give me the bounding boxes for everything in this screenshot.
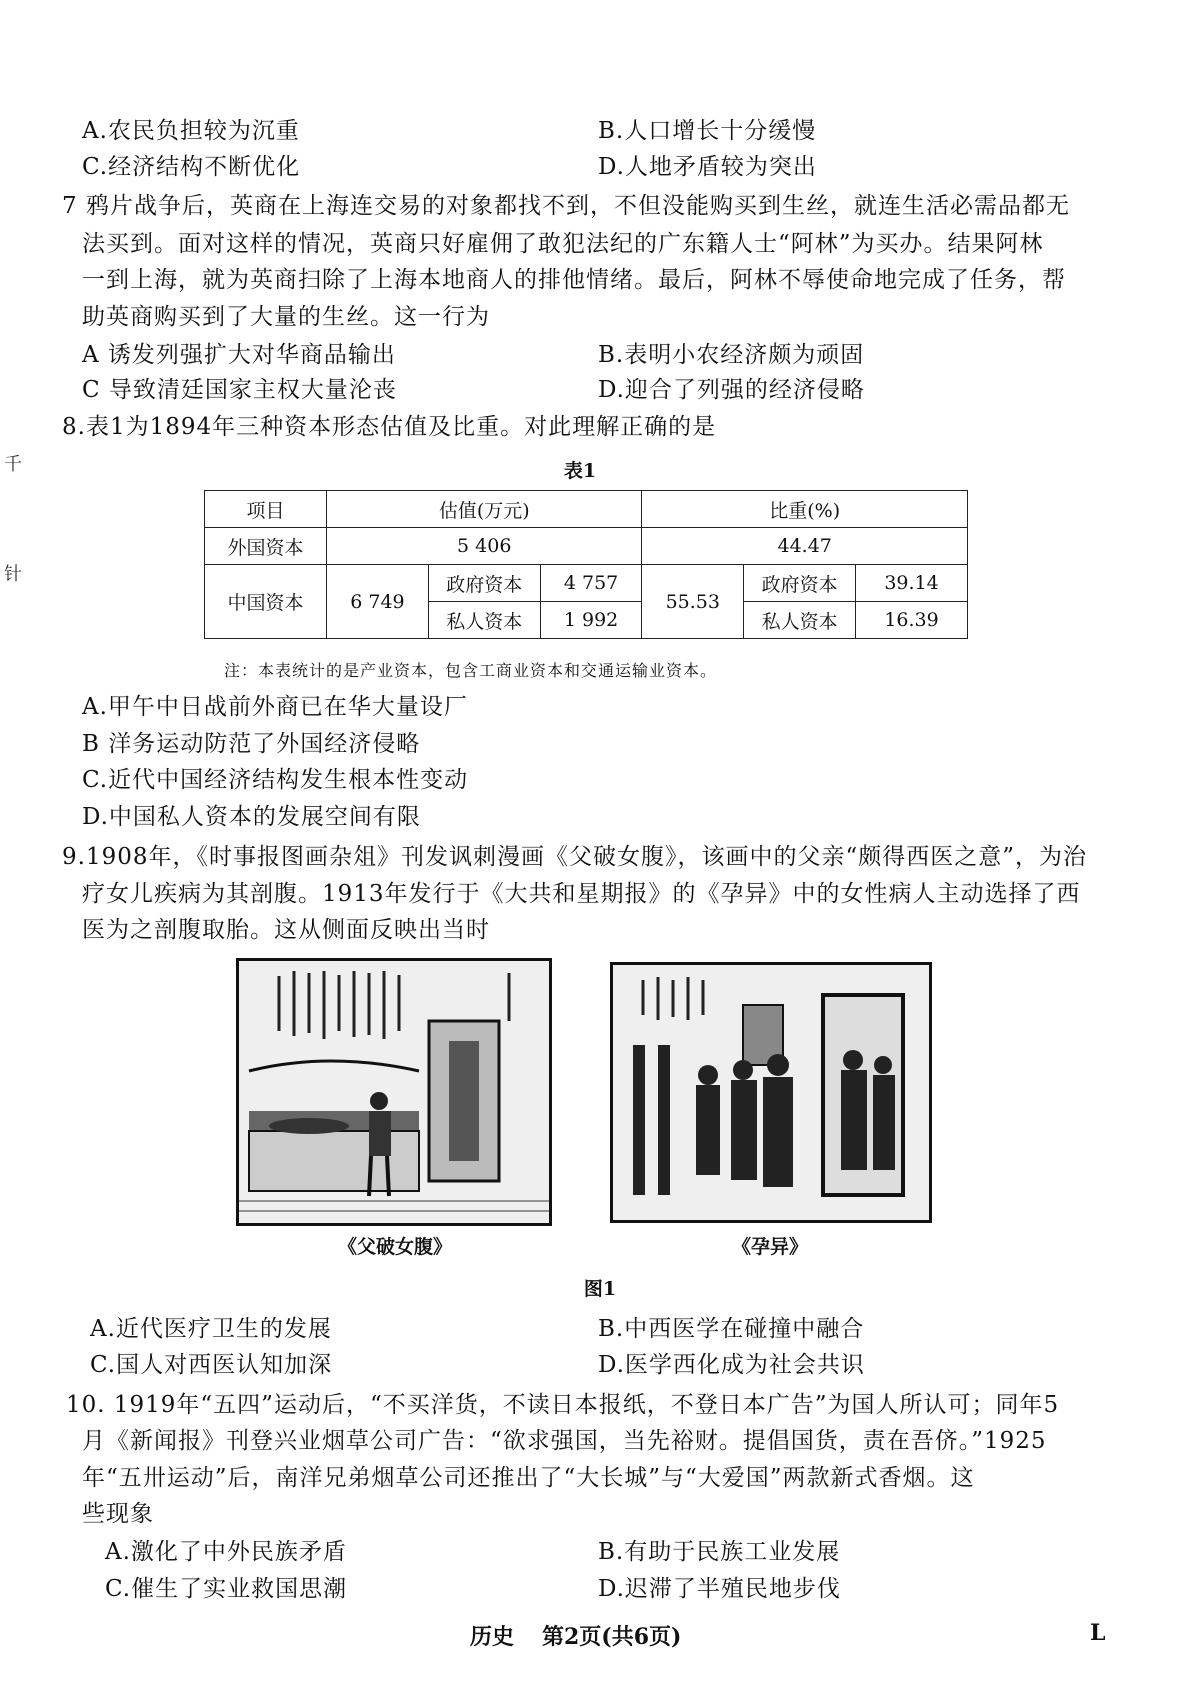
- q9-option-a: A.近代医疗卫生的发展: [90, 1316, 332, 1342]
- q9-option-b: B.中西医学在碰撞中融合: [598, 1316, 865, 1342]
- china-value: 6 749: [327, 565, 429, 639]
- q6-option-a: A.农民负担较为沉重: [82, 118, 300, 144]
- foreign-value: 5 406: [327, 528, 642, 565]
- q8-option-d: D.中国私人资本的发展空间有限: [82, 804, 421, 830]
- q8-stem: 8.表1为1894年三种资本形态估值及比重。对此理解正确的是: [62, 414, 717, 440]
- private-value: 1 992: [540, 602, 642, 639]
- header-value: 估值(万元): [327, 491, 642, 528]
- foreign-label: 外国资本: [205, 528, 327, 565]
- gov-ratio: 39.14: [856, 565, 968, 602]
- q10-line-3: 年“五卅运动”后，南洋兄弟烟草公司还推出了“大长城”与“大爱国”两款新式香烟。这: [82, 1465, 975, 1491]
- q8-option-c: C.近代中国经济结构发生根本性变动: [82, 767, 469, 793]
- q9-option-d: D.医学西化成为社会共识: [598, 1352, 865, 1378]
- table-row: [205, 565, 968, 602]
- fig2-caption: 《孕异》: [731, 1236, 808, 1258]
- fig1-caption: 《父破女腹》: [337, 1236, 452, 1258]
- q10-option-a: A.激化了中外民族矛盾: [105, 1539, 347, 1565]
- q9-option-c: C.国人对西医认知加深: [90, 1352, 333, 1378]
- cartoon-father-drawing: [239, 961, 549, 1223]
- gov-label: 政府资本: [428, 565, 540, 602]
- header-ratio: 比重(%): [642, 491, 968, 528]
- q9-line-2: 疗女儿疾病为其剖腹。1913年发行于《大共和星期报》的《孕异》中的女性病人主动选择了西: [82, 881, 1081, 907]
- margin-mark-1: 千: [4, 454, 22, 475]
- q10-line-4: 些现象: [82, 1501, 154, 1527]
- q7-option-d: D.迎合了列强的经济侵略: [598, 377, 865, 403]
- footer-mark: L: [1090, 1620, 1106, 1646]
- q9-line-1: 9.1908年，《时事报图画杂俎》刊发讽刺漫画《父破女腹》，该画中的父亲“颇得西医之意”，为治: [62, 844, 1087, 870]
- q8-option-b: B 洋务运动防范了外国经济侵略: [82, 731, 421, 757]
- cartoon-pregnancy-drawing: [613, 965, 929, 1220]
- q7-option-a: A 诱发列强扩大对华商品输出: [82, 342, 396, 368]
- table-note: 注：本表统计的是产业资本，包含工商业资本和交通运输业资本。: [224, 661, 718, 680]
- china-ratio: 55.53: [642, 565, 744, 639]
- q10-line-2: 月《新闻报》刊登兴业烟草公司广告：“欲求强国，当先裕财。提倡国货，责在吾侪。”1925: [82, 1428, 1047, 1454]
- q6-option-b: B.人口增长十分缓慢: [598, 118, 817, 144]
- q6-option-c: C.经济结构不断优化: [82, 154, 301, 180]
- gov-value: 4 757: [540, 565, 642, 602]
- cartoon-father-illustration: [236, 958, 552, 1226]
- figure-title: 图1: [583, 1278, 617, 1300]
- q7-line-2: 法买到。面对这样的情况，英商只好雇佣了敢犯法纪的广东籍人士“阿林”为买办。结果阿林: [82, 231, 1044, 257]
- q6-option-d: D.人地矛盾较为突出: [598, 154, 817, 180]
- private-ratio: 16.39: [856, 602, 968, 639]
- q10-option-d: D.迟滞了半殖民地步伐: [598, 1576, 841, 1602]
- q9-line-3: 医为之剖腹取胎。这从侧面反映出当时: [82, 917, 490, 943]
- private-label-ratio: 私人资本: [744, 602, 856, 639]
- q7-option-b: B.表明小农经济颇为顽固: [598, 342, 865, 368]
- q7-line-4: 助英商购买到了大量的生丝。这一行为: [82, 304, 490, 330]
- gov-label-ratio: 政府资本: [744, 565, 856, 602]
- q10-option-c: C.催生了实业救国思潮: [105, 1576, 348, 1602]
- footer-page: 第2页(共6页): [542, 1624, 682, 1650]
- q10-option-b: B.有助于民族工业发展: [598, 1539, 841, 1565]
- table-header-row: [205, 491, 968, 528]
- table-row: [205, 528, 968, 565]
- china-label: 中国资本: [205, 565, 327, 639]
- q8-option-a: A.甲午中日战前外商已在华大量设厂: [82, 694, 468, 720]
- margin-mark-2: 针: [4, 564, 22, 585]
- header-item: 项目: [205, 491, 327, 528]
- table-title: 表1: [563, 460, 597, 482]
- q7-line-3: 一到上海，就为英商扫除了上海本地商人的排他情绪。最后，阿林不辱使命地完成了任务，帮: [82, 267, 1066, 293]
- foreign-ratio: 44.47: [642, 528, 968, 565]
- q7-option-c: C 导致清廷国家主权大量沦丧: [82, 377, 397, 403]
- private-label: 私人资本: [428, 602, 540, 639]
- capital-table: [204, 490, 968, 639]
- q7-line-1: 7 鸦片战争后，英商在上海连交易的对象都找不到，不但没能购买到生丝，就连生活必需品都无: [62, 193, 1070, 219]
- q10-line-1: 10. 1919年“五四”运动后，“不买洋货，不读日本报纸，不登日本广告”为国人所认可；同年5: [66, 1392, 1060, 1418]
- footer-subject: 历史: [470, 1624, 515, 1650]
- cartoon-pregnancy-illustration: [610, 962, 932, 1223]
